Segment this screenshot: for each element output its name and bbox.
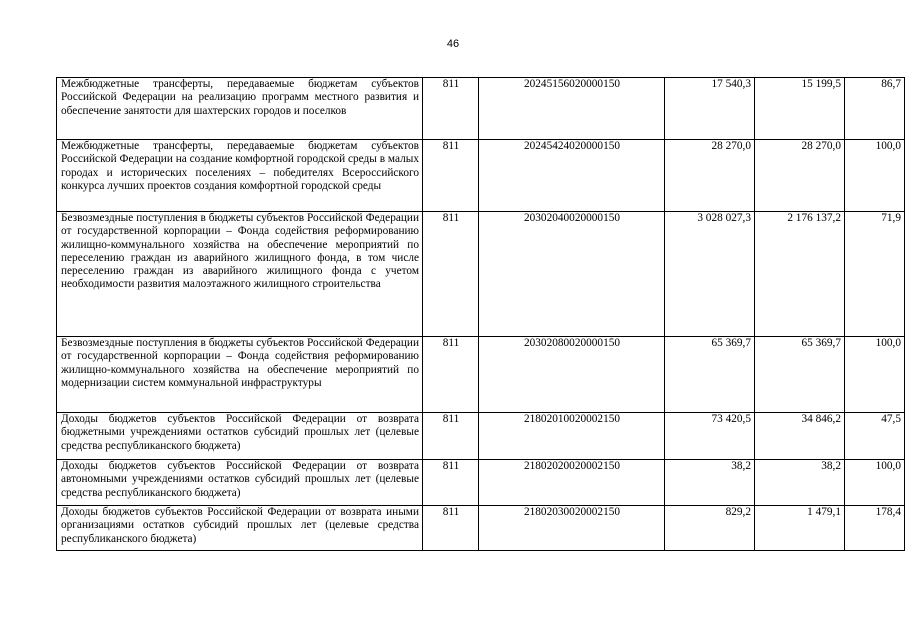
budget-classification-code-cell: 20245424020000150 — [479, 140, 665, 212]
table-row — [57, 337, 905, 413]
executed-amount-cell: 65 369,7 — [755, 337, 845, 413]
revenue-description-cell: Межбюджетные трансферты, передаваемые бюджетам субъектов Российской Федерации на реализацию программ местного развития и обеспечение занятости для шахтерских городов и поселков — [57, 78, 423, 140]
execution-percent-cell: 100,0 — [845, 337, 905, 413]
executed-amount-cell: 15 199,5 — [755, 78, 845, 140]
table-row — [57, 413, 905, 460]
budget-classification-code-cell: 20245156020000150 — [479, 78, 665, 140]
executed-amount-cell: 38,2 — [755, 460, 845, 506]
executed-amount-cell: 28 270,0 — [755, 140, 845, 212]
revenue-description-cell: Безвозмездные поступления в бюджеты субъектов Российской Федерации от государственной корпорации – Фонда содействия реформированию жилищно-коммунального хозяйства на обеспечение мероприятий по переселению граждан из аварийного жилищного фонда, в том числе переселению граждан из аварийного жилищного фонда с учетом необходимости развития малоэтажного жилищного строительства — [57, 212, 423, 337]
planned-amount-cell: 65 369,7 — [665, 337, 755, 413]
execution-percent-cell: 86,7 — [845, 78, 905, 140]
admin-code-cell: 811 — [423, 212, 479, 337]
revenue-description-cell: Доходы бюджетов субъектов Российской Федерации от возврата бюджетными учреждениями остатков субсидий прошлых лет (целевые средства республиканского бюджета) — [57, 413, 423, 460]
executed-amount-cell: 34 846,2 — [755, 413, 845, 460]
budget-revenue-table — [56, 77, 905, 551]
admin-code-cell: 811 — [423, 78, 479, 140]
admin-code-cell: 811 — [423, 337, 479, 413]
execution-percent-cell: 47,5 — [845, 413, 905, 460]
table-row — [57, 460, 905, 506]
revenue-description-cell: Межбюджетные трансферты, передаваемые бюджетам субъектов Российской Федерации на создание комфортной городской среды в малых городах и исторических поселениях – победителях Всероссийского конкурса лучших проектов создания комфортной городской среды — [57, 140, 423, 212]
budget-classification-code-cell: 21802020020002150 — [479, 460, 665, 506]
budget-classification-code-cell: 20302080020000150 — [479, 337, 665, 413]
budget-classification-code-cell: 21802030020002150 — [479, 506, 665, 551]
execution-percent-cell: 178,4 — [845, 506, 905, 551]
planned-amount-cell: 73 420,5 — [665, 413, 755, 460]
table-row — [57, 212, 905, 337]
execution-percent-cell: 71,9 — [845, 212, 905, 337]
execution-percent-cell: 100,0 — [845, 140, 905, 212]
admin-code-cell: 811 — [423, 413, 479, 460]
admin-code-cell: 811 — [423, 506, 479, 551]
execution-percent-cell: 100,0 — [845, 460, 905, 506]
budget-classification-code-cell: 21802010020002150 — [479, 413, 665, 460]
budget-classification-code-cell: 20302040020000150 — [479, 212, 665, 337]
planned-amount-cell: 17 540,3 — [665, 78, 755, 140]
executed-amount-cell: 1 479,1 — [755, 506, 845, 551]
table-row — [57, 140, 905, 212]
revenue-description-cell: Доходы бюджетов субъектов Российской Федерации от возврата автономными учреждениями остатков субсидий прошлых лет (целевые средства республиканского бюджета) — [57, 460, 423, 506]
revenue-description-cell: Безвозмездные поступления в бюджеты субъектов Российской Федерации от государственной корпорации – Фонда содействия реформированию жилищно-коммунального хозяйства на обеспечение мероприятий по модернизации систем коммунальной инфраструктуры — [57, 337, 423, 413]
revenue-description-cell: Доходы бюджетов субъектов Российской Федерации от возврата иными организациями остатков субсидий прошлых лет (целевые средства республиканского бюджета) — [57, 506, 423, 551]
executed-amount-cell: 2 176 137,2 — [755, 212, 845, 337]
admin-code-cell: 811 — [423, 460, 479, 506]
planned-amount-cell: 829,2 — [665, 506, 755, 551]
admin-code-cell: 811 — [423, 140, 479, 212]
planned-amount-cell: 28 270,0 — [665, 140, 755, 212]
planned-amount-cell: 38,2 — [665, 460, 755, 506]
planned-amount-cell: 3 028 027,3 — [665, 212, 755, 337]
table-row — [57, 506, 905, 551]
table-row — [57, 78, 905, 140]
page-number: 46 — [446, 38, 460, 50]
